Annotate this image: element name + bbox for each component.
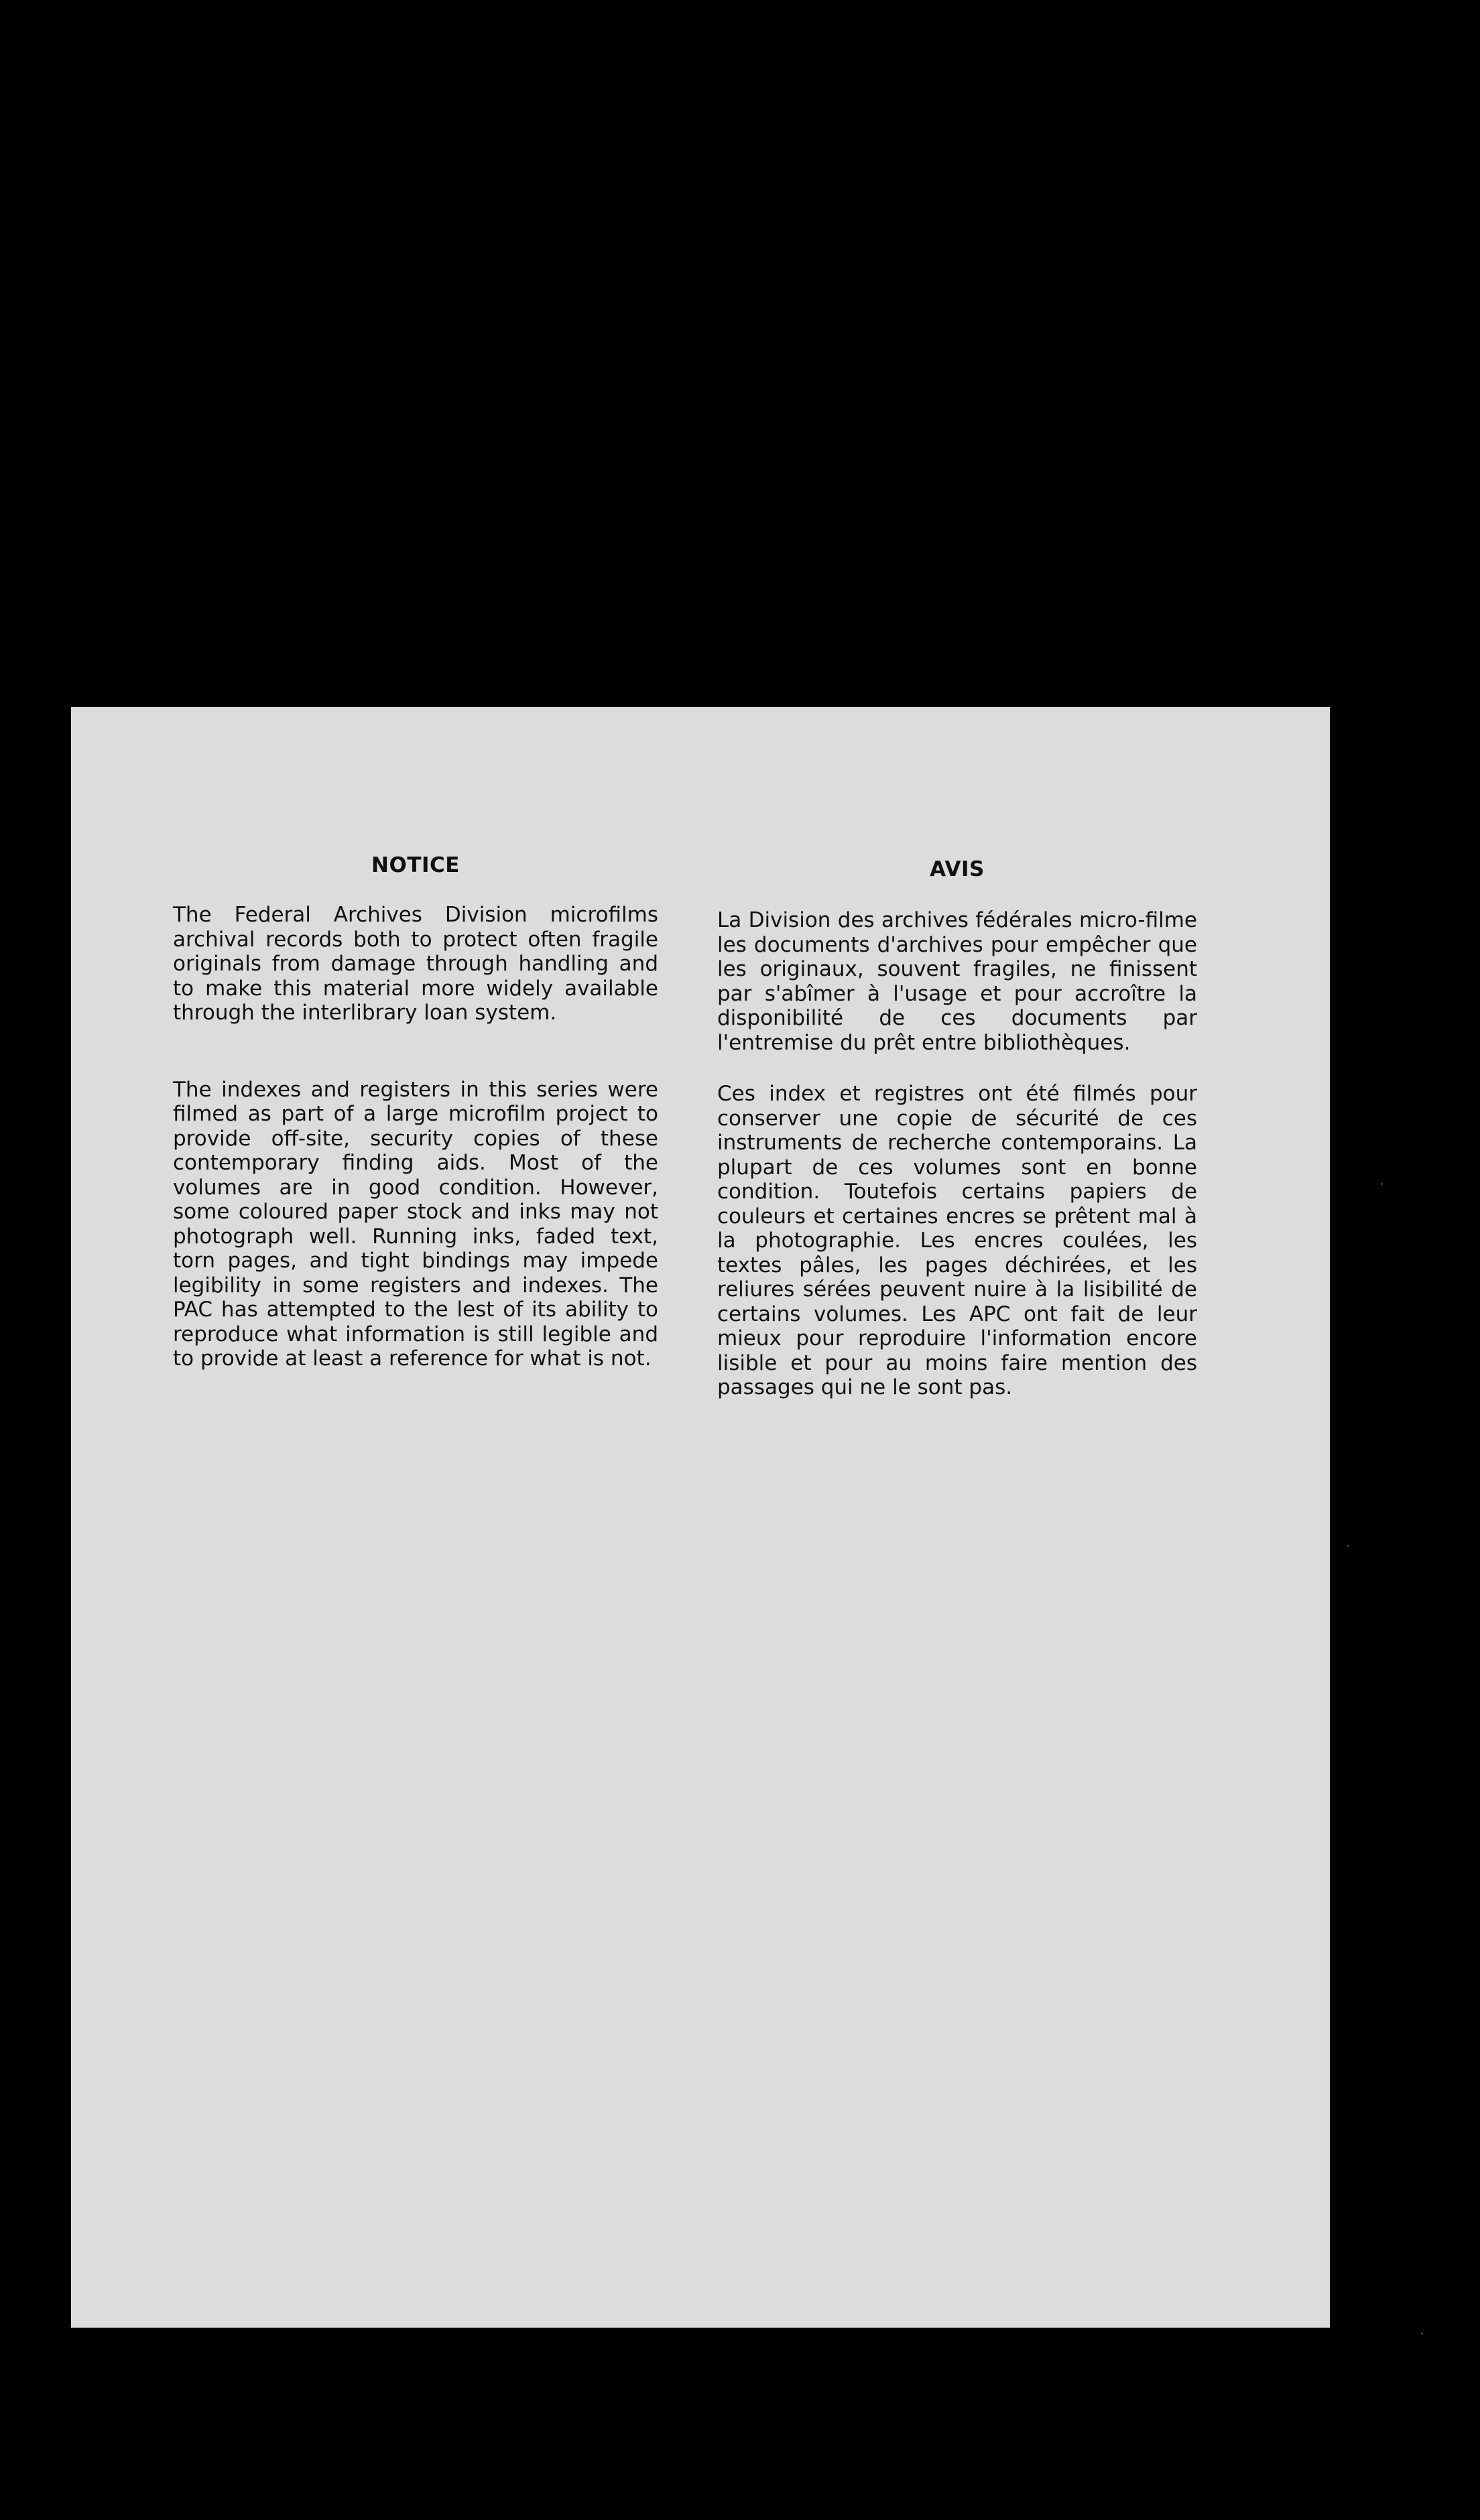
notice-column — [173, 853, 658, 1371]
document-page — [71, 707, 1330, 2328]
avis-paragraph-1: La Division des archives fédérales micro-filme les documents d'archives pour empêcher que les originaux, souvent fragiles, ne finissent par s'abîmer à l'usage et pour accroître la disponibilité de ces documents par l'entremise du prêt entre bibliothèques. — [717, 908, 1197, 1055]
avis-column — [717, 857, 1197, 1400]
avis-paragraph-2: Ces index et registres ont été filmés pour conserver une copie de sécurité de ces instruments de recherche contemporains. La plupart de ces volumes sont en bonne condition. Toutefois certains papiers de couleurs et certaines encres se prêtent mal à la photographie. Les encres coulées, les textes pâles, les pages déchirées, et les reliures sérées peuvent nuire à la lisibilité de certains volumes. Les APC ont fait de leur mieux pour reproduire l'information encore lisible et pour au moins faire mention des passages qui ne le sont pas. — [717, 1082, 1197, 1399]
notice-paragraph-1: The Federal Archives Division microfilms archival records both to protect often fragile originals from damage through handling and to make this material more widely available through the interlibrary loan system. — [173, 903, 658, 1025]
avis-heading: AVIS — [930, 857, 985, 881]
film-speck — [1347, 1545, 1349, 1547]
film-speck — [1421, 2332, 1423, 2334]
notice-heading: NOTICE — [371, 853, 460, 877]
film-speck — [1381, 1183, 1383, 1185]
notice-paragraph-2: The indexes and registers in this series were filmed as part of a large microfilm project to provide off-site, security copies of these contemporary finding aids. Most of the volumes are in good condition. However, some coloured paper stock and inks may not photograph well. Running inks, faded text, torn pages, and tight bindings may impede legibility in some registers and indexes. The PAC has attempted to the lest of its ability to reproduce what information is still legible and to provide at least a reference for what is not. — [173, 1077, 658, 1371]
